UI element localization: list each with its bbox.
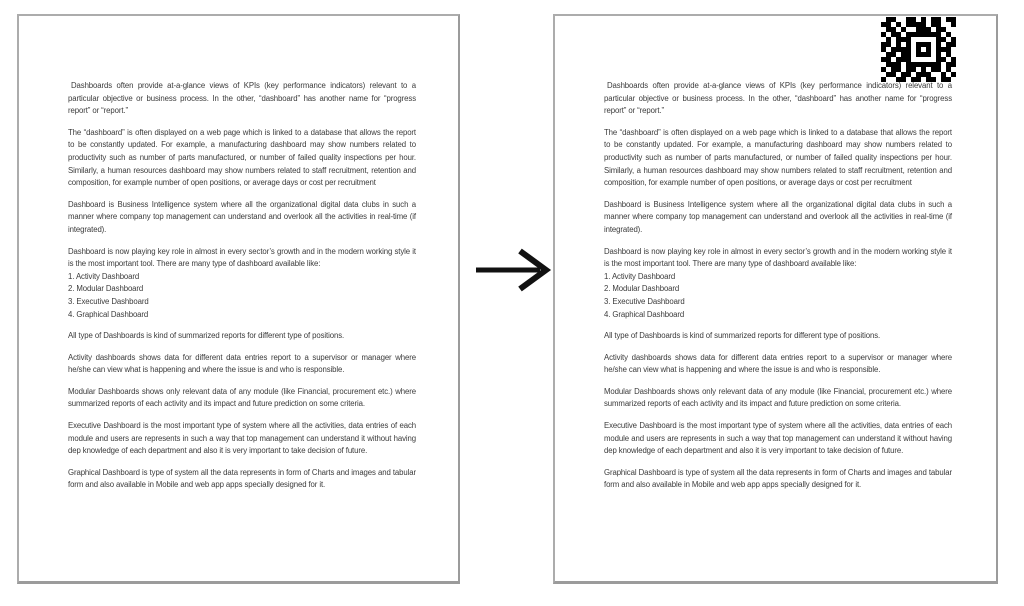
paragraph: Executive Dashboard is the most important type of system where all the activities, data entries of each module and users are represents in such a way that top management can understand it without having dep knowledge of each department and also it is very important to take decision of future. — [68, 421, 416, 456]
document-text — [68, 80, 416, 501]
paragraph: Dashboards often provide at-a-glance views of KPIs (key performance indicators) relevant to a particular objective or business process. In the other, “dashboard” has another name for “progress report” or “report.” — [68, 81, 416, 116]
paragraph: Activity dashboards shows data for different data entries report to a supervisor or manager where he/she can view what is happening and where the issue is and who is responsible. — [68, 352, 416, 375]
list-item: 3. Executive Dashboard — [604, 296, 685, 306]
paragraph: Dashboard is now playing key role in almost in every sector’s growth and in the modern working style it is the most important tool. There are many type of dashboard available like: — [604, 246, 952, 269]
document-page-before — [17, 14, 460, 584]
paragraph: Activity dashboards shows data for different data entries report to a supervisor or manager where he/she can view what is happening and where the issue is and who is responsible. — [604, 352, 952, 375]
qr-code — [881, 17, 956, 82]
transform-arrow-icon — [474, 247, 556, 293]
list-item: 1. Activity Dashboard — [604, 271, 676, 281]
paragraph: Modular Dashboards shows only relevant data of any module (like Financial, procurement etc.) where summarized reports of each activity and its impact and future prediction on some criteria. — [604, 386, 952, 409]
paragraph: Dashboard is Business Intelligence system where all the organizational digital data clubs in such a manner where company top management can understand and overlook all the activities in real-time (if integrated). — [604, 199, 952, 234]
list-item: 3. Executive Dashboard — [68, 296, 149, 306]
list-item: 4. Graphical Dashboard — [68, 309, 149, 319]
list-item: 2. Modular Dashboard — [604, 284, 680, 294]
list-item: 2. Modular Dashboard — [68, 284, 144, 294]
paragraph: Dashboard is Business Intelligence system where all the organizational digital data clubs in such a manner where company top management can understand and overlook all the activities in real-time (if integrated). — [68, 199, 416, 234]
list-item: 4. Graphical Dashboard — [604, 309, 685, 319]
paragraph: All type of Dashboards is kind of summarized reports for different type of positions. — [604, 331, 881, 341]
paragraph: Graphical Dashboard is type of system all the data represents in form of Charts and images and tabular form and also available in Mobile and web app apps specially designed for it. — [604, 467, 952, 490]
paragraph: Dashboards often provide at-a-glance views of KPIs (key performance indicators) relevant to a particular objective or business process. In the other, “dashboard” has another name for “progress report” or “report.” — [604, 81, 952, 116]
list-item: 1. Activity Dashboard — [68, 271, 140, 281]
paragraph: The “dashboard” is often displayed on a web page which is linked to a database that allows the report to be constantly updated. For example, a manufacturing dashboard may show numbers related to productivity such as number of parts manufactured, or number of failed quality inspections per hour. Similarly, a human resources dashboard may show numbers related to staff recruitment, retention and composition, for example number of open positions, or average days or cost per recruitment — [604, 127, 952, 188]
paragraph: Modular Dashboards shows only relevant data of any module (like Financial, procurement etc.) where summarized reports of each activity and its impact and future prediction on some criteria. — [68, 386, 416, 409]
paragraph: All type of Dashboards is kind of summarized reports for different type of positions. — [68, 331, 345, 341]
paragraph: Executive Dashboard is the most important type of system where all the activities, data entries of each module and users are represents in such a way that top management can understand it without having dep knowledge of each department and also it is very important to take decision of future. — [604, 421, 952, 456]
paragraph: Dashboard is now playing key role in almost in every sector’s growth and in the modern working style it is the most important tool. There are many type of dashboard available like: — [68, 246, 416, 269]
document-text — [604, 80, 952, 501]
paragraph: Graphical Dashboard is type of system all the data represents in form of Charts and images and tabular form and also available in Mobile and web app apps specially designed for it. — [68, 467, 416, 490]
paragraph: The “dashboard” is often displayed on a web page which is linked to a database that allows the report to be constantly updated. For example, a manufacturing dashboard may show numbers related to productivity such as number of parts manufactured, or number of failed quality inspections per hour. Similarly, a human resources dashboard may show numbers related to staff recruitment, retention and composition, for example number of open positions, or average days or cost per recruitment — [68, 127, 416, 188]
document-page-after — [553, 14, 998, 584]
